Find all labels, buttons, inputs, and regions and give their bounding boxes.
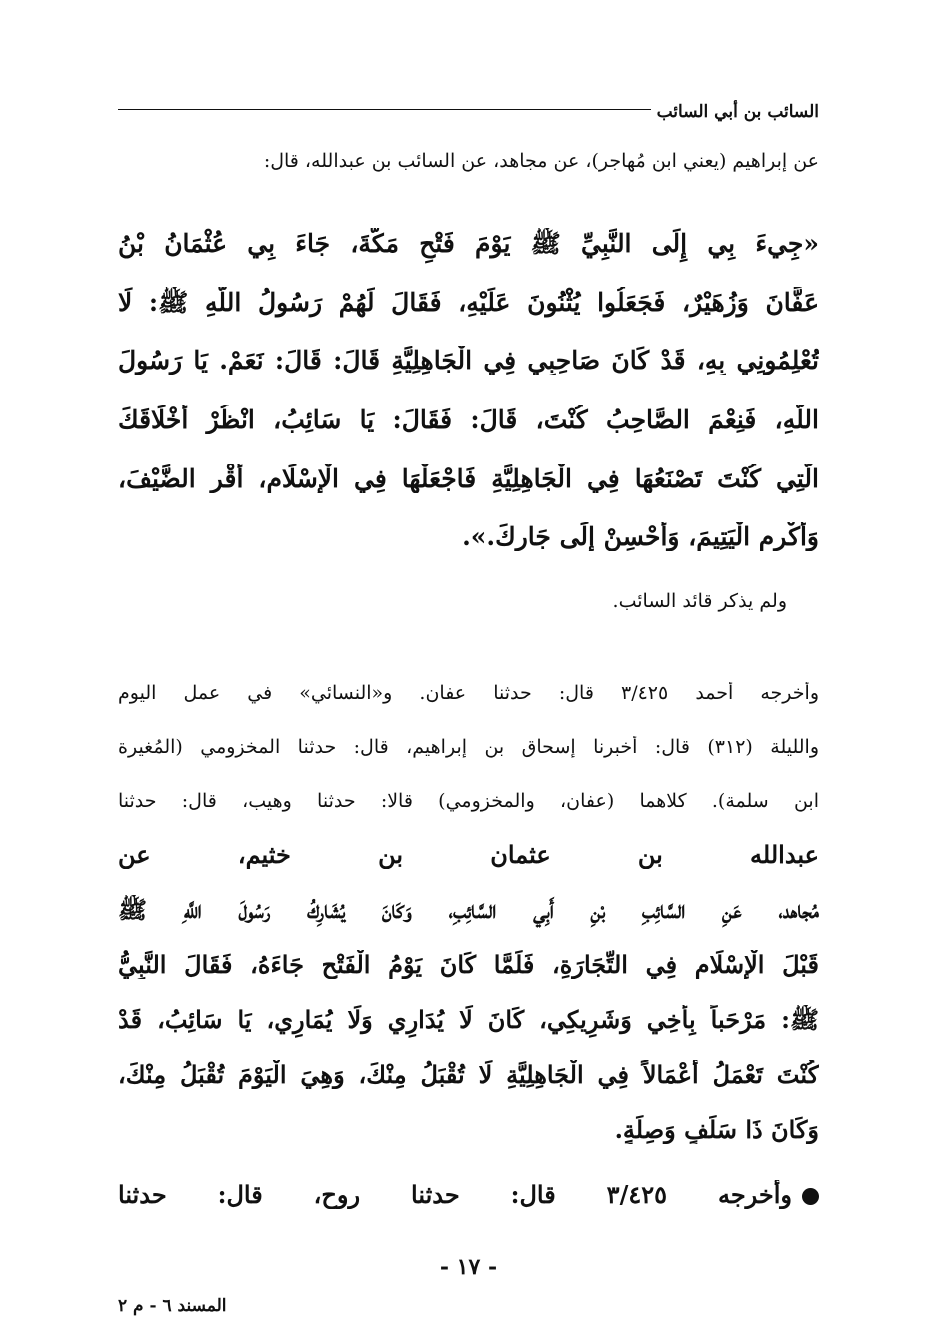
- page-number: - ١٧ -: [439, 1254, 498, 1280]
- quote-line: وَأَكْرِمِ الْيَتِيمَ، وَأَحْسِنْ إِلَى جَارِكَ.».: [462, 522, 819, 551]
- header-title: السائب بن أبي السائب: [656, 102, 819, 122]
- header-rule: [118, 109, 651, 110]
- hadith-line: عبدالله بن عثمان بن خثيم، عن: [118, 840, 819, 869]
- quote-line: تُعْلِمُونِي بِهِ، قَدْ كَانَ صَاحِبِي فِي الْجَاهِلِيَّةِ قَالَ: قَالَ: نَعَمْ. يَا رَسُولَ: [118, 346, 819, 375]
- hadith-line: وَكَانَ ذَا سَلَفٍ وَصِلَةٍ.: [614, 1115, 819, 1144]
- signature-mark: المسند ٦ - م ٢: [118, 1296, 227, 1316]
- bullet-text: وأخرجه ٣/٤٢٥ قال: حدثنا روح، قال: حدثنا: [118, 1180, 792, 1209]
- bullet-paragraph: [118, 1180, 819, 1209]
- running-header: [118, 88, 819, 122]
- takhrij-line: ابن سلمة). كلاهما (عفان، والمخزومي) قالا: حدثنا وهيب، قال: حدثنا: [118, 790, 819, 812]
- bullet-icon: [802, 1188, 819, 1205]
- takhrij-line: والليلة (٣١٢) قال: أخبرنا إسحاق بن إبراهيم، قال: حدثنا المخزومي (المُغيرة: [118, 736, 819, 758]
- quote-line: اللَّهِ، فَنِعْمَ الصَّاحِبُ كُنْتَ، قَالَ: فَقَالَ: يَا سَائِبُ، انْظُرْ أَخْلَاقَكَ: [118, 405, 819, 434]
- quote-line: عَفَّانَ وَزُهَيْرٌ، فَجَعَلُوا يُثْنُونَ عَلَيْهِ، فَقَالَ لَهُمْ رَسُولُ اللَّهِ ﷺ: لَا: [118, 288, 819, 317]
- quote-line: «جِيءَ بِي إِلَى النَّبِيِّ ﷺ يَوْمَ فَتْحِ مَكَّةَ، جَاءَ بِي عُثْمَانُ بْنُ: [118, 229, 819, 258]
- isnad-intro: عن إبراهيم (يعني ابن مُهاجر)، عن مجاهد، عن السائب بن عبدالله، قال:: [263, 150, 819, 172]
- hadith-line: كُنْتَ تَعْمَلُ أَعْمَالاً فِي الْجَاهِلِيَّةِ لَا تُقْبَلُ مِنْكَ، وَهِيَ الْيَوْمَ تُقْبَلُ مِنْكَ،: [118, 1060, 819, 1089]
- quote-line: الَّتِي كُنْتَ تَصْنَعُهَا فِي الْجَاهِلِيَّةِ فَاجْعَلْهَا فِي الْإِسْلَامِ، أَقْرِ الضَّيْفَ،: [118, 464, 819, 493]
- takhrij-line: وأخرجه أحمد ٣/٤٢٥ قال: حدثنا عفان. و«النسائي» في عمل اليوم: [118, 682, 819, 704]
- note-line: ولم يذكر قائد السائب.: [612, 590, 787, 612]
- hadith-line: مُجاهد، عَنِ السَّائِبِ بْنِ أَبِي السَّائِبِ، وَكَانَ يُشَارِكُ رَسُولَ اللَّهِ ﷺ: [118, 895, 819, 924]
- hadith-line: ﷺ: مَرْحَباً بِأَخِي وَشَرِيكِي، كَانَ لَا يُدَارِي وَلَا يُمَارِي، يَا سَائِبُ، قَدْ: [118, 1005, 819, 1034]
- hadith-line: قَبْلَ الْإِسْلَامِ فِي التِّجَارَةِ، فَلَمَّا كَانَ يَوْمُ الْفَتْحِ جَاءَهُ، فَقَالَ النَّبِيُّ: [118, 950, 819, 979]
